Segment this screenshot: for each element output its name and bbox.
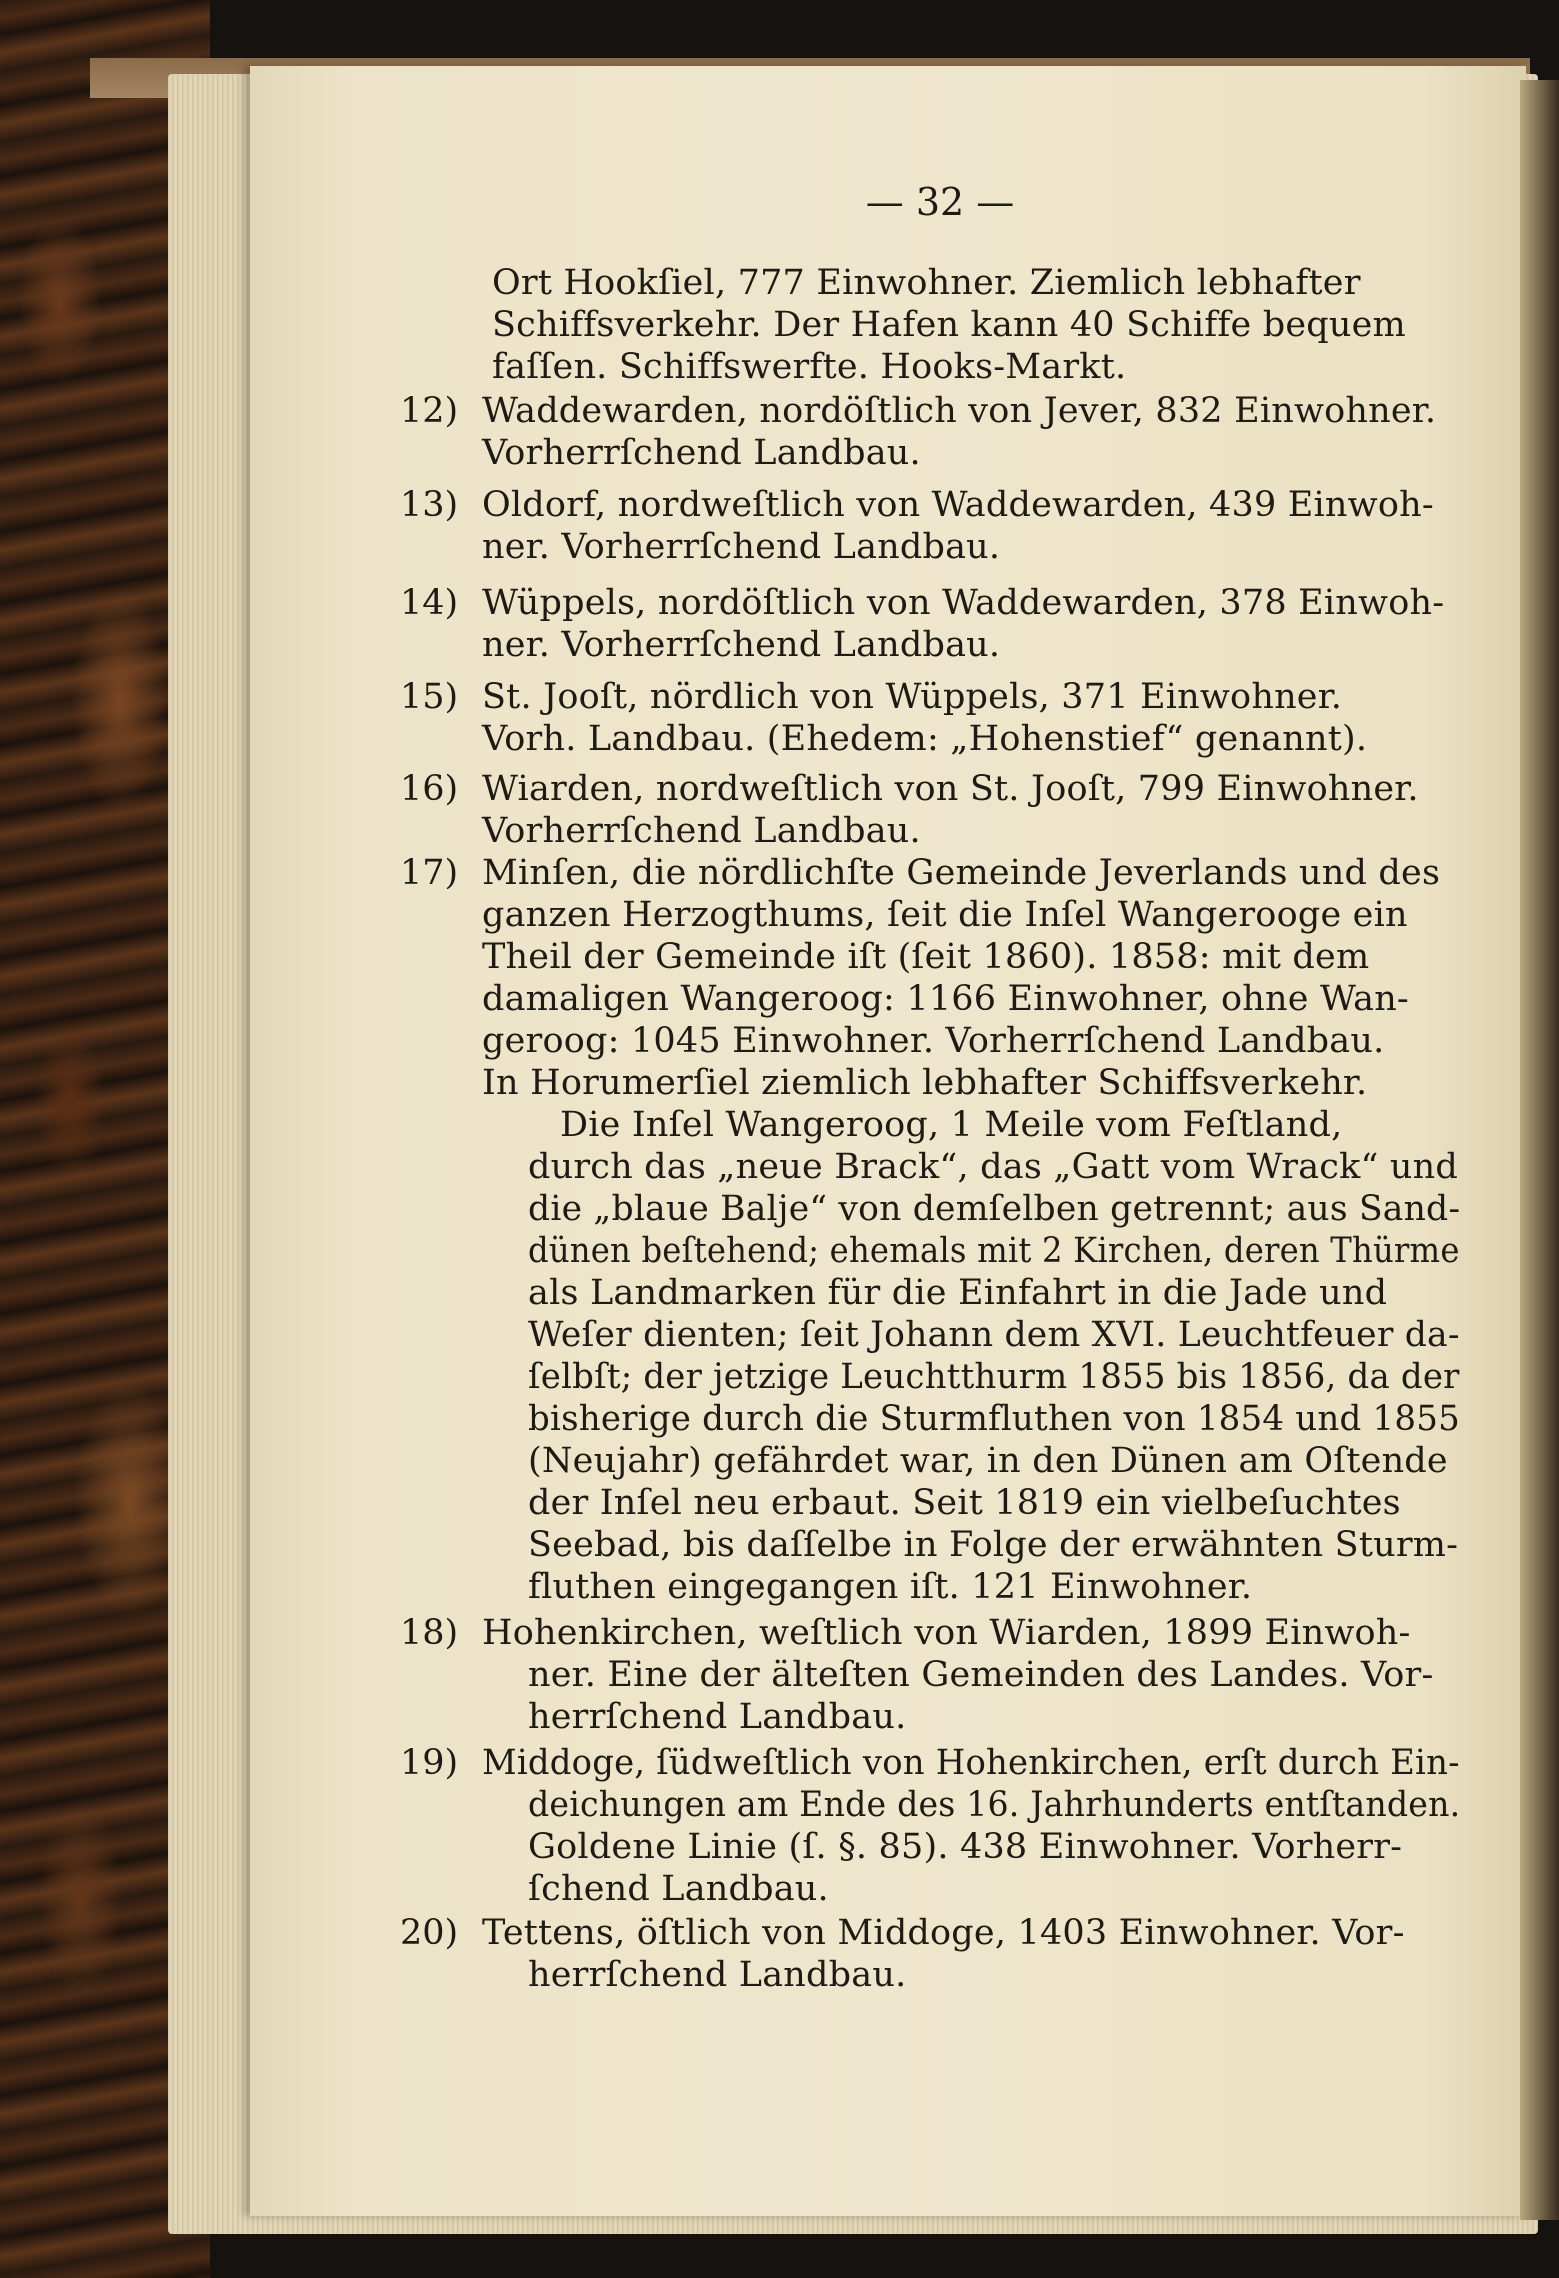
entry-number: 17) (400, 853, 459, 893)
text-line: In Horumerſiel ziemlich lebhafter Schiffsverkehr. (482, 1063, 1368, 1103)
text-line: ſchend Landbau. (528, 1869, 829, 1909)
text-line: Vorherrſchend Landbau. (482, 433, 921, 473)
text-line: der Inſel neu erbaut. Seit 1819 ein vielbeſuchtes (528, 1483, 1401, 1523)
text-line: Goldene Linie (ſ. §. 85). 438 Einwohner. Vorherr- (528, 1827, 1403, 1867)
text-line: Weſer dienten; ſeit Johann dem XVI. Leuchtfeuer da- (528, 1315, 1460, 1355)
text-line: Ort Hookſiel, 777 Einwohner. Ziemlich lebhafter (492, 263, 1361, 303)
text-line: Wiarden, nordweſtlich von St. Jooſt, 799 Einwohner. (482, 769, 1419, 809)
text-line: herrſchend Landbau. (528, 1697, 907, 1737)
text-line: deichungen am Ende des 16. Jahrhunderts entſtanden. (528, 1785, 1461, 1825)
text-line: (Neujahr) gefährdet war, in den Dünen am Oſtende (528, 1441, 1448, 1481)
text-line: die „blaue Balje“ von demſelben getrennt; aus Sand- (528, 1189, 1461, 1229)
text-line: ner. Eine der älteſten Gemeinden des Landes. Vor- (528, 1655, 1434, 1695)
text-line: dünen beſtehend; ehemals mit 2 Kirchen, deren Thürme (528, 1231, 1460, 1271)
text-line: Die Inſel Wangeroog, 1 Meile vom Feſtland, (560, 1105, 1343, 1145)
entry-number: 19) (400, 1743, 459, 1783)
page-number: — 32 — (865, 180, 1015, 224)
text-line: Vorh. Landbau. (Ehedem: „Hohenstief“ genannt). (482, 719, 1368, 759)
text-line: Wüppels, nordöſtlich von Waddewarden, 378 Einwoh- (482, 583, 1445, 623)
entry-number: 12) (400, 391, 459, 431)
text-line: Tettens, öſtlich von Middoge, 1403 Einwohner. Vor- (482, 1913, 1405, 1953)
text-line: Vorherrſchend Landbau. (482, 811, 921, 851)
entry-number: 14) (400, 583, 459, 623)
text-line: damaligen Wangeroog: 1166 Einwohner, ohne Wan- (482, 979, 1409, 1019)
entry-number: 15) (400, 677, 459, 717)
text-line: fluthen eingegangen iſt. 121 Einwohner. (528, 1567, 1253, 1607)
text-line: Schiffsverkehr. Der Hafen kann 40 Schiffe bequem (492, 305, 1406, 345)
entry-number: 20) (400, 1913, 459, 1953)
entry-number: 13) (400, 485, 459, 525)
text-line: durch das „neue Brack“, das „Gatt vom Wrack“ und (528, 1147, 1458, 1187)
text-line: bisherige durch die Sturmfluthen von 1854 und 1855 (528, 1399, 1460, 1439)
text-line: Waddewarden, nordöſtlich von Jever, 832 Einwohner. (482, 391, 1437, 431)
text-line: ſelbſt; der jetzige Leuchtthurm 1855 bis 1856, da der (528, 1357, 1460, 1397)
text-line: St. Jooſt, nördlich von Wüppels, 371 Einwohner. (482, 677, 1343, 717)
text-line: ner. Vorherrſchend Landbau. (482, 625, 1001, 665)
text-line: Oldorf, nordweſtlich von Waddewarden, 439 Einwoh- (482, 485, 1434, 525)
text-line: als Landmarken für die Einfahrt in die Jade und (528, 1273, 1388, 1313)
text-line: herrſchend Landbau. (528, 1955, 907, 1995)
text-line: geroog: 1045 Einwohner. Vorherrſchend Landbau. (482, 1021, 1385, 1061)
text-line: Hohenkirchen, weſtlich von Wiarden, 1899 Einwoh- (482, 1613, 1411, 1653)
text-line: ner. Vorherrſchend Landbau. (482, 527, 1001, 567)
text-line: ganzen Herzogthums, ſeit die Inſel Wangerooge ein (482, 895, 1408, 935)
text-line: Middoge, ſüdweſtlich von Hohenkirchen, erſt durch Ein- (482, 1743, 1460, 1783)
entry-number: 16) (400, 769, 459, 809)
text-line: Theil der Gemeinde iſt (ſeit 1860). 1858: mit dem (482, 937, 1370, 977)
entry-number: 18) (400, 1613, 459, 1653)
text-line: Minſen, die nördlichſte Gemeinde Jeverlands und des (482, 853, 1441, 893)
text-line: Seebad, bis daſſelbe in Folge der erwähnten Sturm- (528, 1525, 1459, 1565)
text-line: faſſen. Schiffswerfte. Hooks-Markt. (492, 347, 1127, 387)
